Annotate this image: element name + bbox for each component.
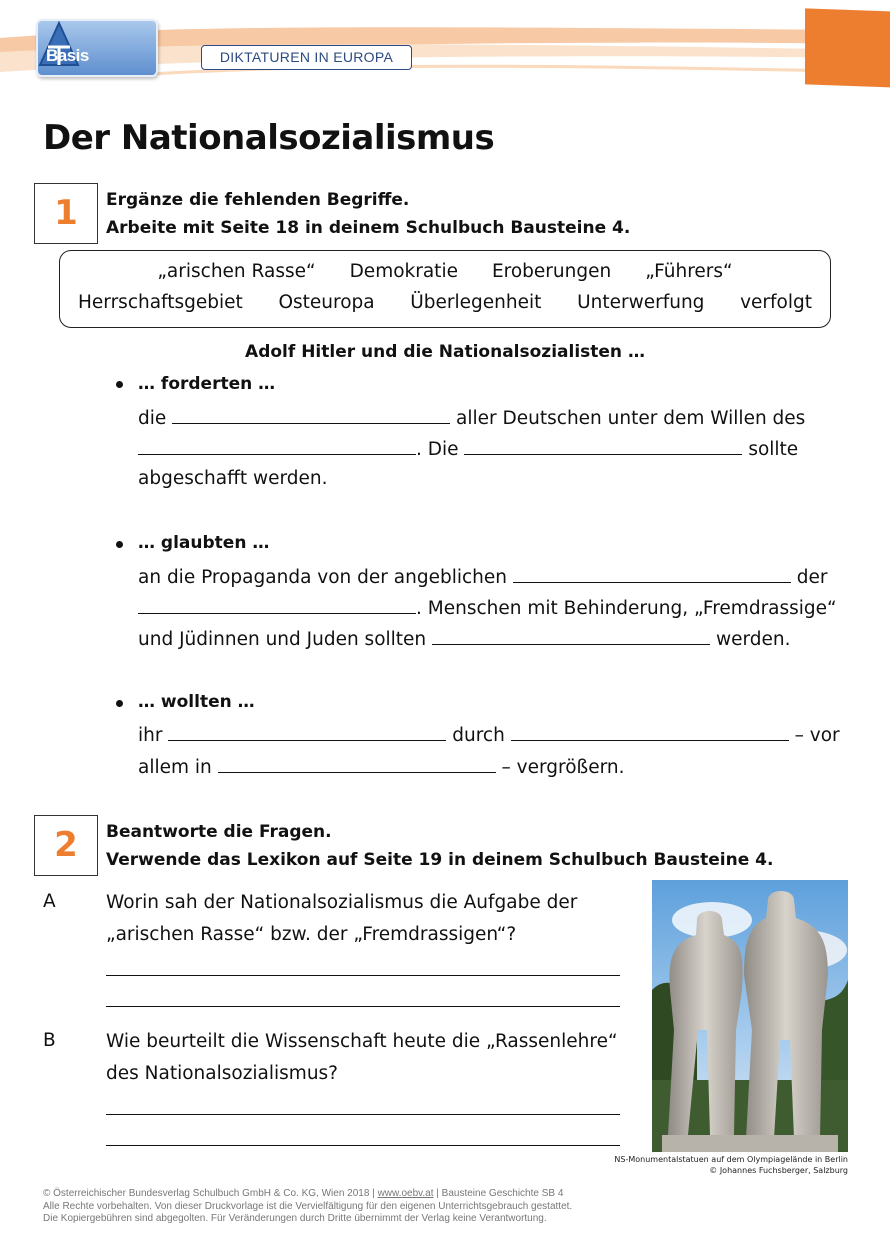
item1-heading: … forderten … <box>138 374 276 394</box>
fill-blank[interactable] <box>432 626 710 645</box>
statues-photo <box>652 880 848 1152</box>
item3-text: – vergrößern. <box>501 757 625 778</box>
task-number-1: 1 <box>34 183 98 244</box>
fill-blank[interactable] <box>168 722 446 741</box>
word-bank-term: Eroberungen <box>491 261 612 282</box>
word-bank-term: Unterwerfung <box>577 292 705 313</box>
item2-line2 <box>138 595 837 619</box>
footer-line1 <box>43 1188 572 1201</box>
task2-instruction-line2: Verwende das Lexikon auf Seite 19 in deinem Schulbuch Bausteine 4. <box>106 850 774 870</box>
item2-text: werden. <box>715 629 791 650</box>
question-a-line1: Worin sah der Nationalsozialismus die Aufgabe der <box>106 892 578 913</box>
statues-image <box>652 880 848 1152</box>
item2-line1 <box>138 564 828 588</box>
task1-subtitle: Adolf Hitler und die Nationalsozialisten … <box>245 342 645 362</box>
question-b-line2: des Nationalsozialismus? <box>106 1063 338 1084</box>
word-bank-term: Überlegenheit <box>410 292 542 313</box>
item2-heading: … glaubten … <box>138 533 270 553</box>
question-label-a: A <box>43 891 56 912</box>
fill-blank[interactable] <box>138 436 416 455</box>
item1-text: . Die <box>416 439 459 460</box>
item2-line3 <box>138 626 790 650</box>
footer-line2: Alle Rechte vorbehalten. Von dieser Druckvorlage ist die Vervielfältigung für den eigenen Unterrichtsgebrauch gestattet. <box>43 1200 573 1212</box>
item1-line1 <box>138 405 805 429</box>
footer-copyright: © Österreichischer Bundesverlag Schulbuch GmbH & Co. KG, Wien 2018 | <box>43 1188 375 1199</box>
item1-line2 <box>138 436 798 460</box>
answer-line[interactable] <box>106 1145 620 1146</box>
item2-text: an die Propaganda von der angeblichen <box>138 567 507 588</box>
item3-text: durch <box>452 725 505 746</box>
item1-text: aller Deutschen unter dem Willen des <box>456 408 806 429</box>
fill-blank[interactable] <box>138 595 416 614</box>
word-bank-term: Demokratie <box>349 261 458 282</box>
task2-instruction <box>106 818 773 874</box>
question-a-line2: „arischen Rasse“ bzw. der „Fremdrassigen“? <box>106 924 517 945</box>
footer-book: | Bausteine Geschichte SB 4 <box>436 1188 564 1199</box>
fill-blank[interactable] <box>218 754 496 773</box>
item3-text: allem in <box>138 757 212 778</box>
word-bank-term: „Führers“ <box>645 261 733 282</box>
item1-text: sollte <box>748 439 799 460</box>
item1-text: die <box>138 408 167 429</box>
page-title: Der Nationalsozialismus <box>43 118 495 158</box>
orange-corner-tab <box>805 8 890 87</box>
footer-line3: Die Kopiergebühren sind abgegolten. Für Veränderungen durch Dritte übernimmt der Verlag keine Verantwortung. <box>43 1213 547 1224</box>
bullet-icon <box>116 700 123 707</box>
word-bank-row1 <box>60 261 830 282</box>
answer-line[interactable] <box>106 1006 620 1007</box>
topic-label: DIKTATUREN IN EUROPA <box>201 45 412 70</box>
logo-text: Basis <box>46 46 89 65</box>
item2-text: . Menschen mit Behinderung, „Fremdrassige“ <box>416 598 837 619</box>
answer-line[interactable] <box>106 975 620 976</box>
item2-text: der <box>796 567 828 588</box>
fill-blank[interactable] <box>172 405 450 424</box>
item3-text: ihr <box>138 725 163 746</box>
item1-line3: abgeschafft werden. <box>138 468 328 489</box>
bullet-icon <box>116 381 123 388</box>
fill-blank[interactable] <box>513 564 791 583</box>
basis-logo <box>36 19 158 77</box>
task1-instruction <box>106 186 630 242</box>
photo-credit: © Johannes Fuchsberger, Salzburg <box>709 1166 848 1175</box>
footer <box>43 1188 572 1226</box>
item3-line2 <box>138 754 624 778</box>
question-label-b: B <box>43 1030 56 1051</box>
word-bank <box>59 250 831 328</box>
question-a-text <box>106 887 626 951</box>
question-b-text <box>106 1026 626 1090</box>
fill-blank[interactable] <box>511 722 789 741</box>
task1-instruction-line2: Arbeite mit Seite 18 in deinem Schulbuch Bausteine 4. <box>106 218 631 238</box>
fill-blank[interactable] <box>464 436 742 455</box>
word-bank-term: Osteuropa <box>278 292 375 313</box>
header-banner <box>0 0 890 100</box>
word-bank-term: verfolgt <box>740 292 812 313</box>
bullet-icon <box>116 541 123 548</box>
item3-heading: … wollten … <box>138 692 255 712</box>
word-bank-row2 <box>60 292 830 313</box>
question-b-line1: Wie beurteilt die Wissenschaft heute die „Rassenlehre“ <box>106 1031 618 1052</box>
task-number-2: 2 <box>34 815 98 876</box>
item2-text: und Jüdinnen und Juden sollten <box>138 629 427 650</box>
item3-text: – vor <box>794 725 840 746</box>
task1-instruction-line1: Ergänze die fehlenden Begriffe. <box>106 190 410 210</box>
answer-line[interactable] <box>106 1114 620 1115</box>
task2-instruction-line1: Beantworte die Fragen. <box>106 822 332 842</box>
item3-line1 <box>138 722 840 746</box>
footer-link[interactable]: www.oebv.at <box>377 1188 434 1199</box>
word-bank-term: „arischen Rasse“ <box>157 261 316 282</box>
photo-caption: NS-Monumentalstatuen auf dem Olympiagelände in Berlin <box>614 1155 848 1164</box>
word-bank-term: Herrschaftsgebiet <box>78 292 243 313</box>
